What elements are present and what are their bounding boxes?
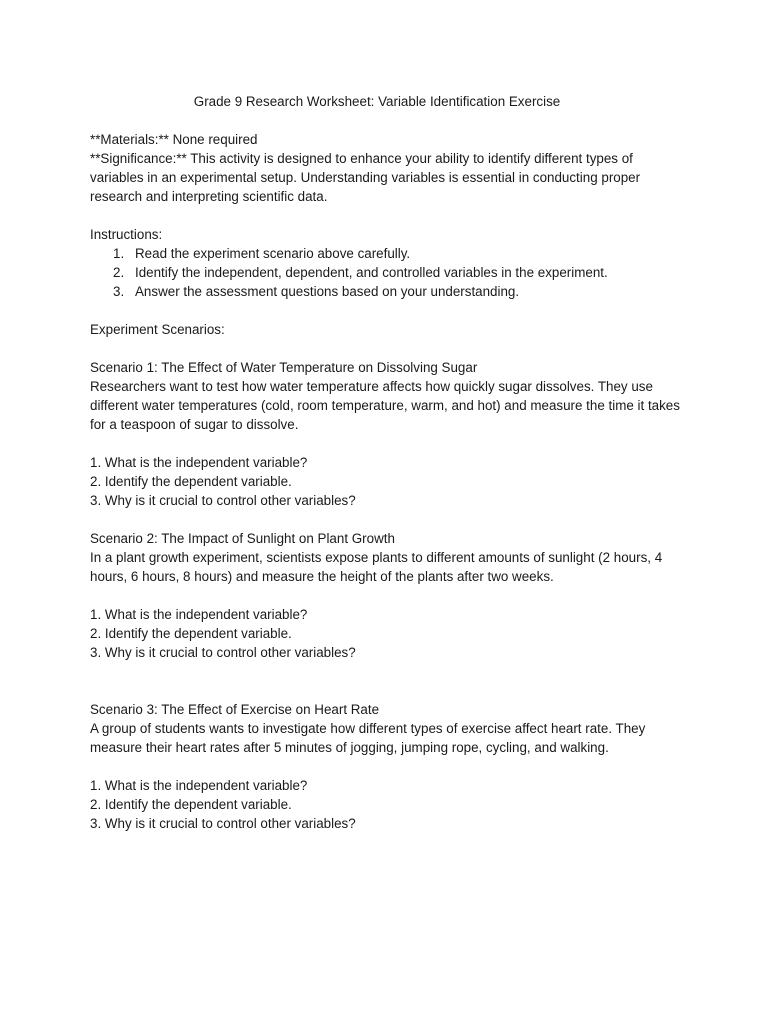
scenario-title: Scenario 2: The Impact of Sunlight on Plant Growth [90,531,395,546]
scenario-2 [90,529,690,662]
question-item: 3. Why is it crucial to control other variables? [90,645,356,660]
question-item: 2. Identify the dependent variable. [90,474,292,489]
instruction-text: Identify the independent, dependent, and controlled variables in the experiment. [135,265,608,280]
scenario-description: A group of students wants to investigate how different types of exercise affect heart rate. They measure their heart rates after 5 minutes of jogging, jumping rope, cycling, and walking. [90,721,646,755]
scenario-3 [90,700,690,833]
question-list [90,453,690,510]
instruction-number: 3. [113,284,125,299]
instruction-text: Answer the assessment questions based on your understanding. [135,284,520,299]
instruction-item [90,263,690,282]
scenario-description: In a plant growth experiment, scientists expose plants to different amounts of sunlight (2 hours, 4 hours, 6 hours, 8 hours) and measure the height of the plants after two weeks. [90,550,663,584]
scenario-1 [90,358,690,510]
spacer [90,510,690,529]
question-item: 3. Why is it crucial to control other variables? [90,816,356,831]
worksheet-page [90,92,690,833]
significance-paragraph: **Significance:** This activity is designed to enhance your ability to identify different types of variables in an experimental setup. Understanding variables is essential in conducting proper research and interpreting scientific data. [90,151,641,204]
question-list [90,776,690,833]
worksheet-title: Grade 9 Research Worksheet: Variable Identification Exercise [193,94,561,109]
spacer [90,662,690,700]
scenario-title: Scenario 1: The Effect of Water Temperature on Dissolving Sugar [90,360,478,375]
spacer [90,757,690,776]
instructions-list [90,244,690,301]
instruction-item [90,282,690,301]
spacer [90,339,690,358]
spacer [90,301,690,320]
spacer [90,206,690,225]
materials-line: **Materials:** None required [90,132,258,147]
question-list [90,605,690,662]
instruction-number: 1. [113,246,125,261]
question-item: 1. What is the independent variable? [90,607,308,622]
scenario-title: Scenario 3: The Effect of Exercise on Heart Rate [90,702,380,717]
question-item: 1. What is the independent variable? [90,455,308,470]
instructions-heading: Instructions: [90,227,163,242]
scenarios-heading: Experiment Scenarios: [90,322,225,337]
instruction-item [90,244,690,263]
question-item: 3. Why is it crucial to control other variables? [90,493,356,508]
instruction-text: Read the experiment scenario above carefully. [135,246,411,261]
scenario-description: Researchers want to test how water temperature affects how quickly sugar dissolves. They use different water temperatures (cold, room temperature, warm, and hot) and measure the time it takes for a teaspoon of sugar to dissolve. [90,379,680,432]
question-item: 2. Identify the dependent variable. [90,626,292,641]
question-item: 2. Identify the dependent variable. [90,797,292,812]
spacer [90,586,690,605]
spacer [90,434,690,453]
instruction-number: 2. [113,265,125,280]
question-item: 1. What is the independent variable? [90,778,308,793]
